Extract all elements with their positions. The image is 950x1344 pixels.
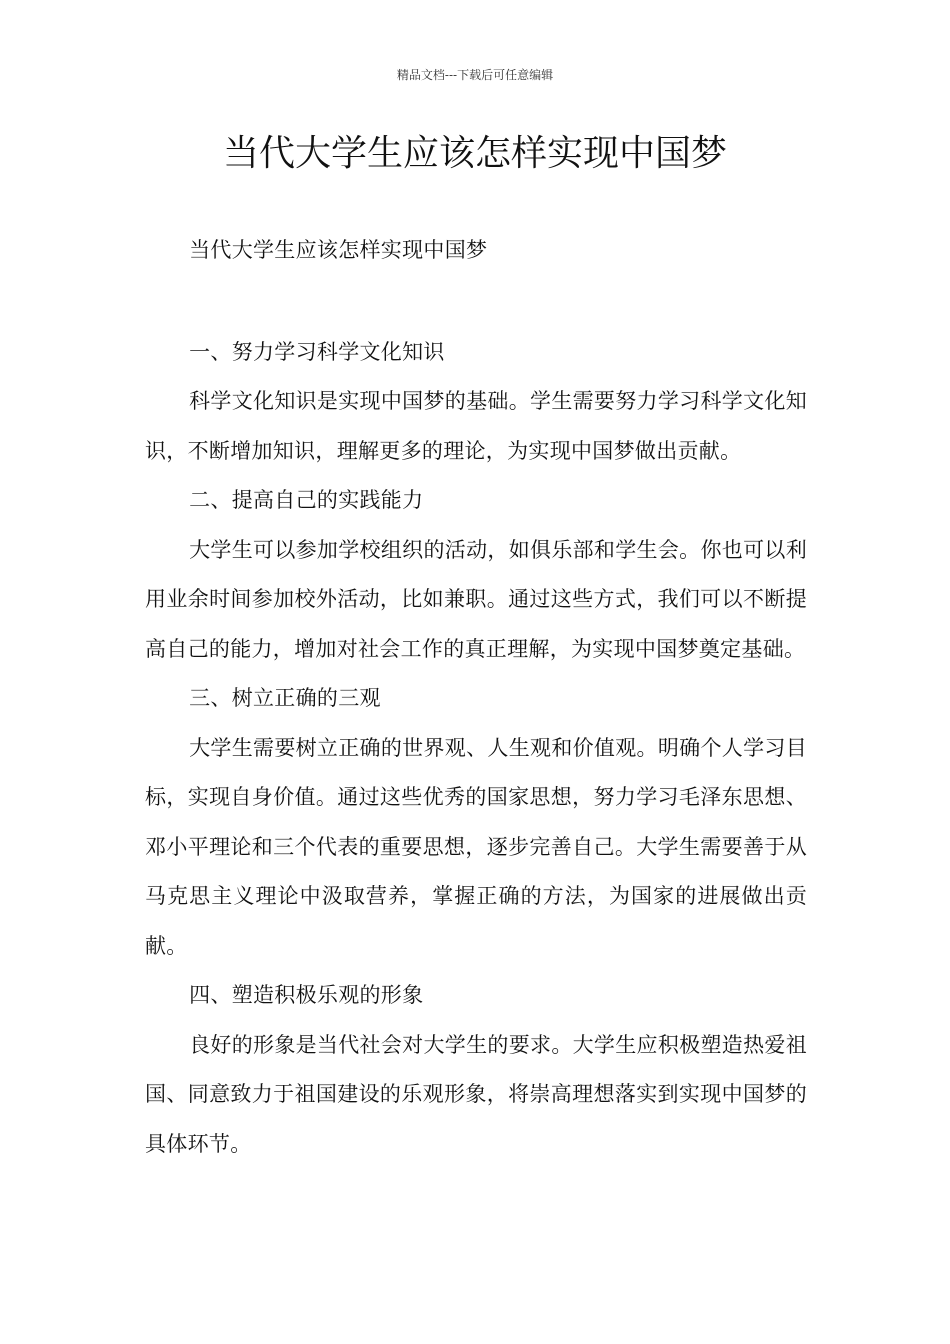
paragraph-3: 大学生需要树立正确的世界观、人生观和价值观。明确个人学习目标，实现自身价值。通过这些优秀的国家思想，努力学习毛泽东思想、邓小平理论和三个代表的重要思想，逐步完善自己。大学生需要善于从马克思主义理论中汲取营养，掌握正确的方法，为国家的进展做出贡献。 (145, 735, 807, 958)
paragraph-1: 科学文化知识是实现中国梦的基础。学生需要努力学习科学文化知识，不断增加知识，理解更多的理论，为实现中国梦做出贡献。 (145, 389, 807, 463)
spacer (145, 276, 807, 328)
paragraph-4: 良好的形象是当代社会对大学生的要求。大学生应积极塑造热爱祖国、同意致力于祖国建设的乐观形象，将崇高理想落实到实现中国梦的具体环节。 (145, 1032, 807, 1156)
header-note: 精品文档---下载后可任意编辑 (396, 68, 554, 82)
document-subtitle: 当代大学生应该怎样实现中国梦 (189, 238, 488, 262)
paragraph-2: 大学生可以参加学校组织的活动，如俱乐部和学生会。你也可以利用业余时间参加校外活动，比如兼职。通过这些方式，我们可以不断提高自己的能力，增加对社会工作的真正理解，为实现中国梦奠定基础。 (145, 537, 807, 661)
section-heading-3: 三、树立正确的三观 (189, 686, 381, 710)
section-heading-4: 四、塑造积极乐观的形象 (189, 983, 424, 1007)
document-body (145, 226, 807, 1169)
section-heading-1: 一、努力学习科学文化知识 (189, 339, 445, 364)
document-title: 当代大学生应该怎样实现中国梦 (222, 133, 727, 174)
section-heading-2: 二、提高自己的实践能力 (189, 488, 424, 512)
